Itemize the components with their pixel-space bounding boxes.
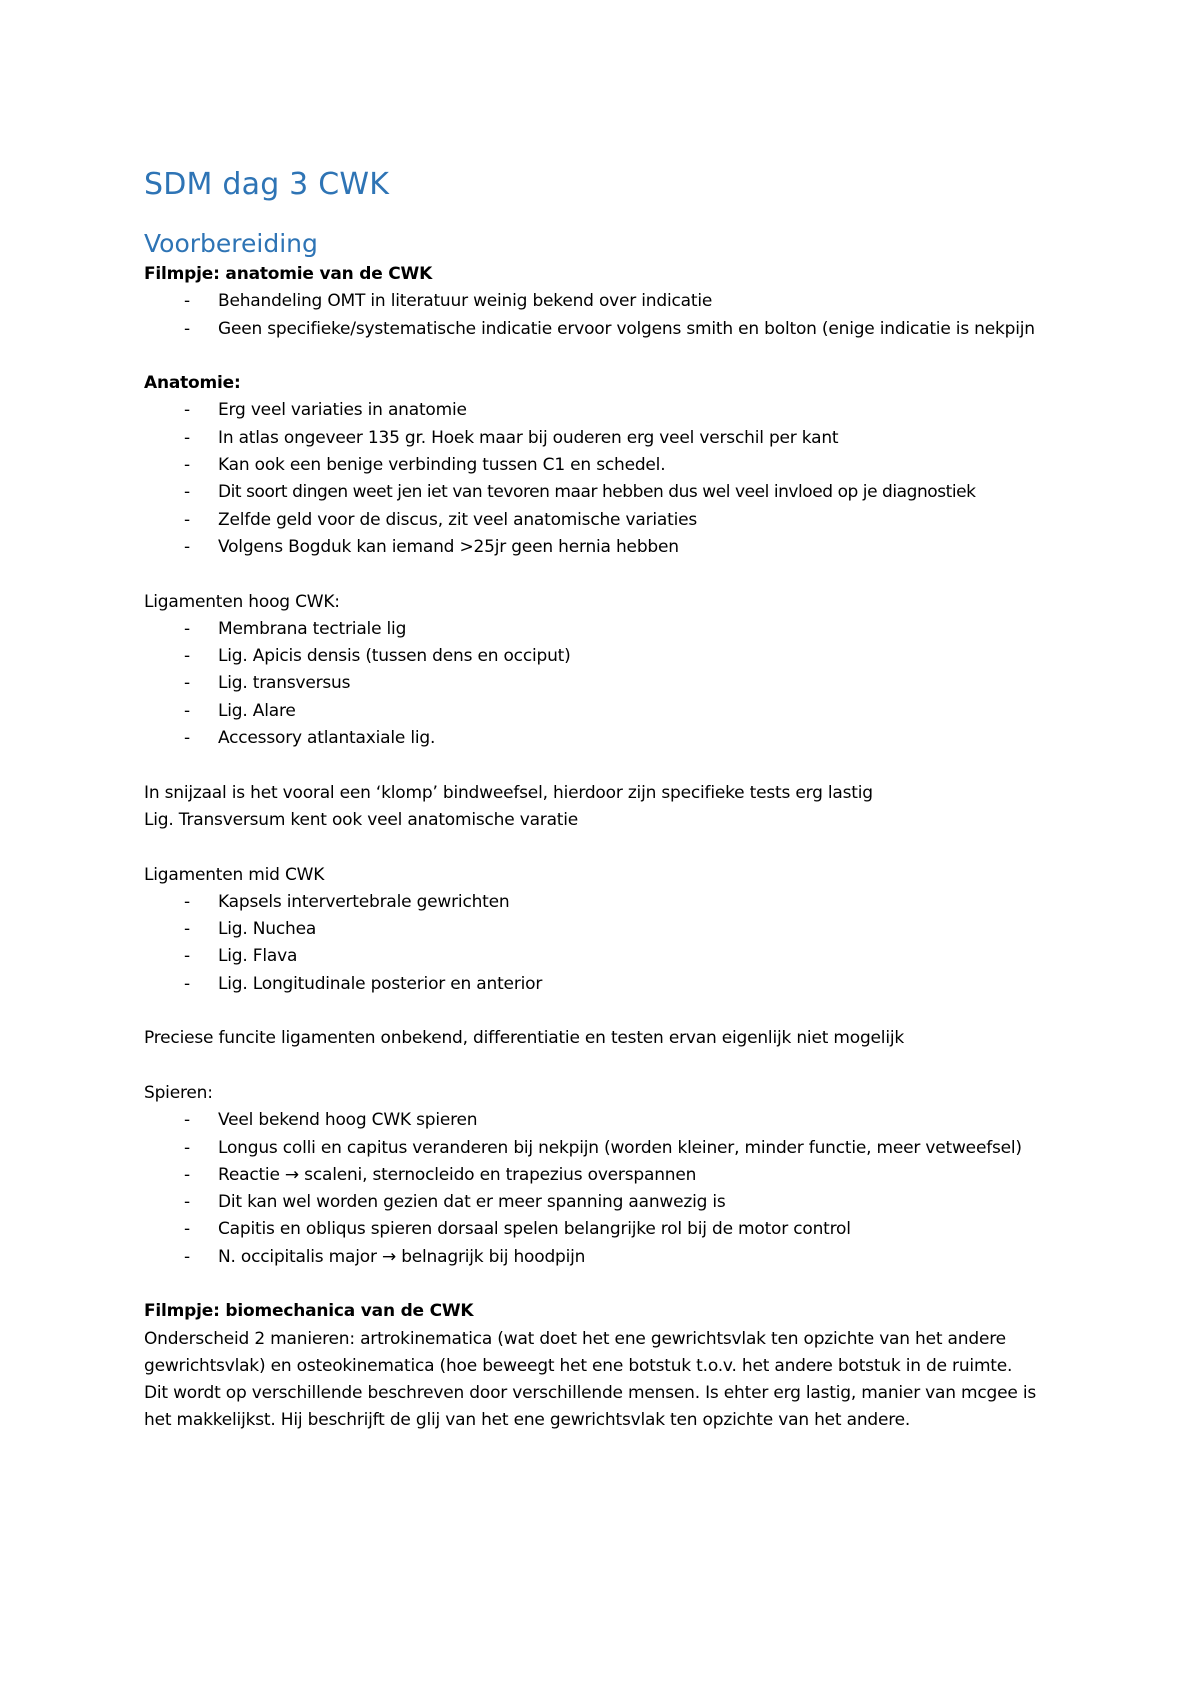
list-item bbox=[144, 916, 1064, 943]
paragraph-artrokinematica: Onderscheid 2 manieren: artrokinematica (wat doet het ene gewrichtsvlak ten opzichte van het andere gewrichtsvlak) en osteokinematica (hoe beweegt het ene botstuk t.o.v. het andere botstuk in de ruimte. bbox=[144, 1328, 1013, 1376]
list-marker: - bbox=[184, 618, 190, 639]
list-item-text: Membrana tectriale lig bbox=[218, 618, 407, 639]
list-item bbox=[144, 1244, 1064, 1271]
document-title: SDM dag 3 CWK bbox=[144, 167, 390, 202]
document-body bbox=[144, 165, 1064, 1435]
list-item-text: Lig. Apicis densis (tussen dens en occiput) bbox=[218, 646, 571, 667]
list-marker: - bbox=[184, 891, 190, 912]
list-item-text: Geen specifieke/systematische indicatie ervoor volgens smith en bolton (enige indicatie is nekpijn bbox=[218, 318, 1035, 339]
list-ligamenten-hoog bbox=[144, 616, 1064, 752]
list-item-text: Lig. Nuchea bbox=[218, 919, 317, 940]
list-item-text: Accessory atlantaxiale lig. bbox=[218, 728, 436, 749]
list-item bbox=[144, 616, 1064, 643]
heading-voorbereiding: Voorbereiding bbox=[144, 229, 318, 258]
list-item bbox=[144, 316, 1064, 343]
section-label-ligamenten-mid: Ligamenten mid CWK bbox=[144, 864, 325, 885]
list-marker: - bbox=[184, 536, 190, 557]
paragraph-mcgee: Dit wordt op verschillende beschreven door verschillende mensen. Is ehter erg lastig, manier van mcgee is het makkelijkst. Hij beschrijft de glij van het ene gewrichtsvlak ten opzichte van het andere. bbox=[144, 1383, 1037, 1431]
list-item bbox=[144, 534, 1064, 561]
list-item bbox=[144, 479, 1064, 506]
list-anatomie bbox=[144, 397, 1064, 561]
list-item-text: Lig. transversus bbox=[218, 673, 351, 694]
list-item bbox=[144, 397, 1064, 424]
list-item bbox=[144, 1135, 1064, 1162]
list-item-text: Veel bekend hoog CWK spieren bbox=[218, 1110, 478, 1131]
list-item-text: Capitis en obliqus spieren dorsaal spelen belangrijke rol bij de motor control bbox=[218, 1219, 851, 1240]
list-item-text: Behandeling OMT in literatuur weinig bekend over indicatie bbox=[218, 291, 713, 312]
list-marker: - bbox=[184, 291, 190, 312]
spacer bbox=[144, 343, 1064, 370]
list-item-text: Lig. Flava bbox=[218, 946, 298, 967]
list-item-text: Dit kan wel worden gezien dat er meer spanning aanwezig is bbox=[218, 1192, 726, 1213]
list-item-text: Kan ook een benige verbinding tussen C1 en schedel. bbox=[218, 455, 666, 476]
list-marker: - bbox=[184, 318, 190, 339]
list-filmpje-anatomie bbox=[144, 288, 1064, 343]
list-item-text: Lig. Alare bbox=[218, 700, 296, 721]
list-marker: - bbox=[184, 400, 190, 421]
section-label-filmpje-anatomie: Filmpje: anatomie van de CWK bbox=[144, 264, 433, 284]
list-item bbox=[144, 1216, 1064, 1243]
list-item bbox=[144, 698, 1064, 725]
spacer bbox=[144, 998, 1064, 1025]
list-marker: - bbox=[184, 946, 190, 967]
list-marker: - bbox=[184, 509, 190, 530]
list-marker: - bbox=[184, 1137, 190, 1158]
list-item-text: Lig. Longitudinale posterior en anterior bbox=[218, 973, 543, 994]
spacer bbox=[144, 561, 1064, 588]
list-marker: - bbox=[184, 973, 190, 994]
list-marker: - bbox=[184, 728, 190, 749]
list-marker: - bbox=[184, 700, 190, 721]
list-item bbox=[144, 643, 1064, 670]
list-marker: - bbox=[184, 427, 190, 448]
section-label-spieren: Spieren: bbox=[144, 1082, 213, 1103]
list-marker: - bbox=[184, 482, 190, 503]
list-item-text: Reactie → scaleni, sternocleido en trapezius overspannen bbox=[218, 1164, 697, 1185]
spacer bbox=[144, 834, 1064, 861]
list-item bbox=[144, 288, 1064, 315]
list-marker: - bbox=[184, 1246, 190, 1267]
list-item bbox=[144, 971, 1064, 998]
list-item-text: Volgens Bogduk kan iemand >25jr geen hernia hebben bbox=[218, 536, 679, 557]
list-item bbox=[144, 943, 1064, 970]
paragraph-transversum: Lig. Transversum kent ook veel anatomische varatie bbox=[144, 809, 579, 830]
list-spieren bbox=[144, 1107, 1064, 1271]
paragraph-snijzaal: In snijzaal is het vooral een ‘klomp’ bindweefsel, hierdoor zijn specifieke tests erg lastig bbox=[144, 782, 873, 803]
paragraph-functie-ligamenten: Preciese funcite ligamenten onbekend, differentiatie en testen ervan eigenlijk niet mogelijk bbox=[144, 1028, 905, 1049]
list-item-text: Longus colli en capitus veranderen bij nekpijn (worden kleiner, minder functie, meer vetweefsel) bbox=[218, 1137, 1022, 1158]
list-marker: - bbox=[184, 919, 190, 940]
list-marker: - bbox=[184, 1192, 190, 1213]
spacer bbox=[144, 1053, 1064, 1080]
list-marker: - bbox=[184, 1110, 190, 1131]
list-item-text: In atlas ongeveer 135 gr. Hoek maar bij ouderen erg veel verschil per kant bbox=[218, 427, 839, 448]
list-item bbox=[144, 1107, 1064, 1134]
list-item-text: N. occipitalis major → belnagrijk bij hoodpijn bbox=[218, 1246, 586, 1267]
list-item bbox=[144, 1189, 1064, 1216]
list-item-text: Zelfde geld voor de discus, zit veel anatomische variaties bbox=[218, 509, 698, 530]
list-item bbox=[144, 1162, 1064, 1189]
list-item bbox=[144, 725, 1064, 752]
list-item bbox=[144, 670, 1064, 697]
list-marker: - bbox=[184, 1164, 190, 1185]
list-item-text: Kapsels intervertebrale gewrichten bbox=[218, 891, 510, 912]
list-item bbox=[144, 507, 1064, 534]
list-item-text: Dit soort dingen weet jen iet van tevoren maar hebben dus wel veel invloed op je diagnostiek bbox=[218, 482, 976, 503]
list-item bbox=[144, 889, 1064, 916]
list-item bbox=[144, 425, 1064, 452]
list-item bbox=[144, 452, 1064, 479]
list-item-text: Erg veel variaties in anatomie bbox=[218, 400, 467, 421]
section-label-ligamenten-hoog: Ligamenten hoog CWK: bbox=[144, 591, 340, 612]
list-ligamenten-mid bbox=[144, 889, 1064, 998]
list-marker: - bbox=[184, 1219, 190, 1240]
list-marker: - bbox=[184, 646, 190, 667]
section-label-anatomie: Anatomie: bbox=[144, 373, 241, 394]
section-label-filmpje-biomechanica: Filmpje: biomechanica van de CWK bbox=[144, 1301, 474, 1322]
spacer bbox=[144, 752, 1064, 779]
list-marker: - bbox=[184, 673, 190, 694]
list-marker: - bbox=[184, 455, 190, 476]
spacer bbox=[144, 1271, 1064, 1298]
